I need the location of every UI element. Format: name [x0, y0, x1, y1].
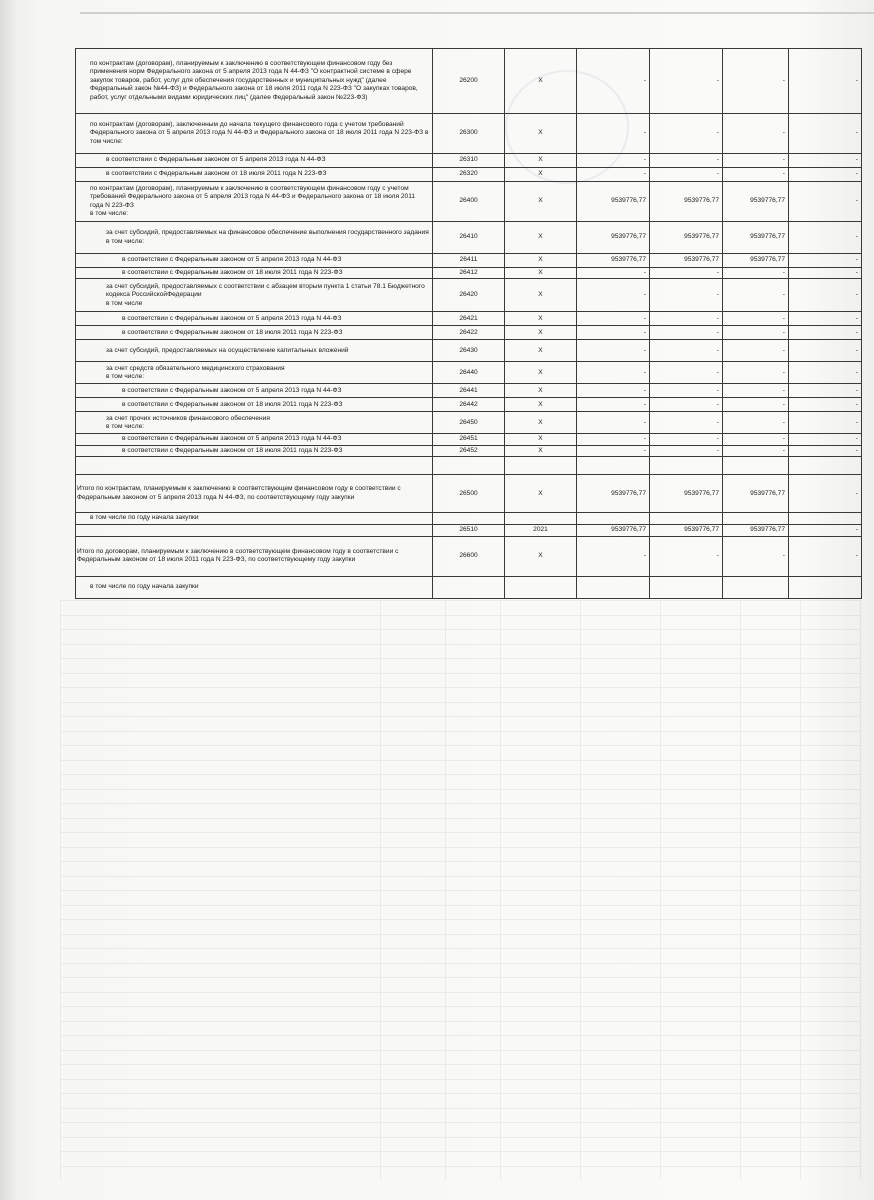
row-name-cell: в соответствии с Федеральным законом от 18 июля 2011 года N 223-ФЗ — [76, 398, 433, 412]
row-name-cell: за счет прочих источников финансового обеспечения в том числе: — [76, 412, 433, 434]
row-year-cell: X — [505, 268, 577, 279]
showthrough-column — [660, 600, 661, 1180]
showthrough-line — [60, 1166, 860, 1167]
showthrough-column — [740, 600, 741, 1180]
row-value-1-cell: 9539776,77 — [577, 475, 650, 513]
row-value-1-cell — [577, 513, 650, 524]
row-value-2-cell: - — [650, 312, 723, 326]
table-row — [76, 168, 862, 182]
showthrough-line — [60, 1093, 860, 1094]
table-row — [76, 524, 862, 536]
row-code-cell: 26452 — [433, 445, 505, 456]
table-row — [76, 254, 862, 268]
row-value-2-cell: - — [650, 114, 723, 154]
row-value-1-cell: - — [577, 49, 650, 114]
page-edge-top — [80, 12, 874, 14]
showthrough-line — [60, 890, 860, 891]
showthrough-line — [60, 760, 860, 761]
row-code-cell: 26422 — [433, 326, 505, 340]
table-row — [76, 268, 862, 279]
row-name-cell: в том числе по году начала закупки — [76, 576, 433, 598]
row-value-3-cell — [723, 513, 789, 524]
row-value-2-cell: - — [650, 340, 723, 362]
row-year-cell: X — [505, 384, 577, 398]
row-value-2-cell: - — [650, 362, 723, 384]
table-row — [76, 412, 862, 434]
row-code-cell: 26510 — [433, 524, 505, 536]
row-value-4-cell: - — [789, 49, 862, 114]
table-row — [76, 279, 862, 312]
row-name-cell: по контрактам (договорам), планируемым к заключению в соответствующем финансовом году без применения норм Федерального закона от 5 апреля 2013 года N 44-ФЗ "О контрактной системе в сфере закупок товаров, работ, услуг для обеспечения государственных и муниципальных нужд" (далее Федеральный закон №44-ФЗ) и Федерального закона от 18 июля 2011 года N 223-ФЗ "О закупках товаров, работ, услуг отдельными видами юридических лиц" (далее Федеральный закон №223-ФЗ) — [76, 49, 433, 114]
row-year-cell: X — [505, 434, 577, 445]
showthrough-line — [60, 644, 860, 645]
showthrough-column — [800, 600, 801, 1180]
showthrough-line — [60, 774, 860, 775]
row-name-cell — [76, 524, 433, 536]
row-value-3-cell: - — [723, 384, 789, 398]
row-value-4-cell: - — [789, 412, 862, 434]
row-value-4-cell: - — [789, 398, 862, 412]
row-value-3-cell: 9539776,77 — [723, 475, 789, 513]
row-value-4-cell: - — [789, 268, 862, 279]
showthrough-column — [60, 600, 61, 1180]
row-value-2-cell: - — [650, 168, 723, 182]
row-value-3-cell: - — [723, 114, 789, 154]
showthrough-line — [60, 832, 860, 833]
table-row — [76, 182, 862, 222]
row-value-4-cell: - — [789, 524, 862, 536]
showthrough-line — [60, 818, 860, 819]
showthrough-column — [580, 600, 581, 1180]
row-code-cell: 26400 — [433, 182, 505, 222]
row-value-3-cell: - — [723, 412, 789, 434]
row-name-cell: Итого по контрактам, планируемым к заключению в соответствующем финансовом году в соответствии с Федеральным законом от 5 апреля 2013 года N 44-ФЗ, по соответствующему году закупки — [76, 475, 433, 513]
row-value-3-cell: - — [723, 268, 789, 279]
row-value-1-cell: - — [577, 398, 650, 412]
row-code-cell: 26442 — [433, 398, 505, 412]
row-value-1-cell — [577, 457, 650, 475]
row-value-3-cell: - — [723, 445, 789, 456]
table-row — [76, 114, 862, 154]
row-value-4-cell: - — [789, 114, 862, 154]
row-year-cell: X — [505, 168, 577, 182]
row-value-3-cell: - — [723, 49, 789, 114]
row-code-cell: 26310 — [433, 154, 505, 168]
row-year-cell: X — [505, 398, 577, 412]
row-value-1-cell: - — [577, 326, 650, 340]
row-value-2-cell: 9539776,77 — [650, 222, 723, 254]
showthrough-line — [60, 1108, 860, 1109]
row-value-4-cell: - — [789, 312, 862, 326]
table-row — [76, 434, 862, 445]
row-value-4-cell — [789, 513, 862, 524]
row-code-cell: 26450 — [433, 412, 505, 434]
row-value-3-cell: - — [723, 168, 789, 182]
row-value-2-cell: - — [650, 154, 723, 168]
row-value-3-cell: 9539776,77 — [723, 182, 789, 222]
row-value-1-cell — [577, 576, 650, 598]
table-row — [76, 362, 862, 384]
row-value-1-cell: 9539776,77 — [577, 182, 650, 222]
row-name-cell: в соответствии с Федеральным законом от 18 июля 2011 года N 223-ФЗ — [76, 168, 433, 182]
row-year-cell: X — [505, 182, 577, 222]
row-value-1-cell: 9539776,77 — [577, 254, 650, 268]
table-row — [76, 398, 862, 412]
row-value-3-cell: - — [723, 340, 789, 362]
row-year-cell: X — [505, 536, 577, 576]
row-name-cell: в соответствии с Федеральным законом от 18 июля 2011 года N 223-ФЗ — [76, 445, 433, 456]
row-code-cell: 26420 — [433, 279, 505, 312]
table-row — [76, 384, 862, 398]
row-value-2-cell: - — [650, 268, 723, 279]
row-code-cell: 26320 — [433, 168, 505, 182]
table-row — [76, 445, 862, 456]
row-value-2-cell: - — [650, 326, 723, 340]
showthrough-line — [60, 1151, 860, 1152]
table-row — [76, 475, 862, 513]
row-code-cell — [433, 576, 505, 598]
showthrough-line — [60, 1122, 860, 1123]
row-value-1-cell: - — [577, 445, 650, 456]
table-row — [76, 154, 862, 168]
row-year-cell: X — [505, 475, 577, 513]
showthrough-line — [60, 1035, 860, 1036]
showthrough-line — [60, 977, 860, 978]
row-year-cell: 2021 — [505, 524, 577, 536]
row-code-cell: 26410 — [433, 222, 505, 254]
row-year-cell — [505, 576, 577, 598]
row-year-cell: X — [505, 340, 577, 362]
showthrough-line — [60, 1064, 860, 1065]
row-name-cell: в соответствии с Федеральным законом от 18 июля 2011 года N 223-ФЗ — [76, 268, 433, 279]
row-year-cell: X — [505, 326, 577, 340]
row-code-cell: 26600 — [433, 536, 505, 576]
row-value-4-cell: - — [789, 222, 862, 254]
row-value-3-cell: - — [723, 279, 789, 312]
row-code-cell: 26440 — [433, 362, 505, 384]
row-year-cell: X — [505, 279, 577, 312]
row-code-cell: 26441 — [433, 384, 505, 398]
showthrough-line — [60, 876, 860, 877]
showthrough-line — [60, 687, 860, 688]
row-value-2-cell: - — [650, 434, 723, 445]
row-value-2-cell — [650, 513, 723, 524]
row-year-cell: X — [505, 362, 577, 384]
row-code-cell — [433, 457, 505, 475]
row-value-3-cell: - — [723, 362, 789, 384]
row-value-2-cell: 9539776,77 — [650, 182, 723, 222]
table-row — [76, 576, 862, 598]
showthrough-line — [60, 600, 860, 601]
row-code-cell: 26200 — [433, 49, 505, 114]
showthrough-column — [380, 600, 381, 1180]
row-code-cell: 26411 — [433, 254, 505, 268]
table-row — [76, 340, 862, 362]
row-value-3-cell: - — [723, 536, 789, 576]
row-name-cell: в соответствии с Федеральным законом от 5 апреля 2013 года N 44-ФЗ — [76, 312, 433, 326]
row-name-cell: Итого по договорам, планируемым к заключению в соответствующем финансовом году в соответствии с Федеральным законом от 18 июля 2011 года N 223-ФЗ, по соответствующему году закупки — [76, 536, 433, 576]
row-value-3-cell: 9539776,77 — [723, 222, 789, 254]
table-row — [76, 457, 862, 475]
row-name-cell: в том числе по году начала закупки — [76, 513, 433, 524]
showthrough-line — [60, 1050, 860, 1051]
showthrough-line — [60, 934, 860, 935]
showthrough-column — [860, 600, 861, 1180]
showthrough-line — [60, 789, 860, 790]
row-value-1-cell: - — [577, 412, 650, 434]
table-row — [76, 312, 862, 326]
showthrough-line — [60, 803, 860, 804]
row-value-4-cell: - — [789, 154, 862, 168]
row-value-2-cell: - — [650, 279, 723, 312]
row-year-cell: X — [505, 445, 577, 456]
row-value-3-cell: - — [723, 312, 789, 326]
row-value-4-cell — [789, 576, 862, 598]
row-name-cell: за счет субсидий, предоставляемых с соответствии с абзацем вторым пункта 1 статьи 78.1 Бюджетного кодекса РоссийскойФедерации в том числе — [76, 279, 433, 312]
row-value-2-cell: - — [650, 398, 723, 412]
row-name-cell: в соответствии с Федеральным законом от 5 апреля 2013 года N 44-ФЗ — [76, 434, 433, 445]
row-year-cell: X — [505, 114, 577, 154]
row-value-1-cell: 9539776,77 — [577, 524, 650, 536]
table-row — [76, 326, 862, 340]
showthrough-line — [60, 905, 860, 906]
row-value-3-cell: - — [723, 154, 789, 168]
showthrough-line — [60, 861, 860, 862]
row-year-cell — [505, 457, 577, 475]
showthrough-line — [60, 615, 860, 616]
row-value-1-cell: - — [577, 279, 650, 312]
page-shadow-left — [0, 0, 18, 1200]
row-name-cell — [76, 457, 433, 475]
table-row — [76, 222, 862, 254]
row-value-1-cell: - — [577, 168, 650, 182]
row-value-3-cell: 9539776,77 — [723, 524, 789, 536]
row-code-cell: 26430 — [433, 340, 505, 362]
row-name-cell: по контрактам (договорам), заключенным до начала текущего финансового года с учетом требований Федерального закона от 5 апреля 2013 года N 44-ФЗ и Федерального закона от 18 июля 2011 года N 223-ФЗ в том числе: — [76, 114, 433, 154]
showthrough-line — [60, 1079, 860, 1080]
row-value-2-cell: 9539776,77 — [650, 254, 723, 268]
row-value-1-cell: - — [577, 434, 650, 445]
row-value-1-cell: - — [577, 384, 650, 398]
row-value-3-cell — [723, 457, 789, 475]
showthrough-line — [60, 963, 860, 964]
row-name-cell: в соответствии с Федеральным законом от 18 июля 2011 года N 223-ФЗ — [76, 326, 433, 340]
row-value-1-cell: - — [577, 312, 650, 326]
row-value-1-cell: - — [577, 154, 650, 168]
row-value-3-cell — [723, 576, 789, 598]
row-year-cell: X — [505, 222, 577, 254]
showthrough-line — [60, 847, 860, 848]
showthrough-line — [60, 1137, 860, 1138]
row-code-cell: 26421 — [433, 312, 505, 326]
row-name-cell: в соответствии с Федеральным законом от 5 апреля 2013 года N 44-ФЗ — [76, 254, 433, 268]
row-value-2-cell — [650, 576, 723, 598]
row-year-cell: X — [505, 49, 577, 114]
showthrough-line — [60, 673, 860, 674]
showthrough-line — [60, 1006, 860, 1007]
showthrough-column — [500, 600, 501, 1180]
showthrough-line — [60, 745, 860, 746]
row-code-cell: 26300 — [433, 114, 505, 154]
row-value-1-cell: - — [577, 268, 650, 279]
row-value-4-cell: - — [789, 168, 862, 182]
showthrough-line — [60, 992, 860, 993]
row-value-2-cell: 9539776,77 — [650, 475, 723, 513]
row-code-cell: 26451 — [433, 434, 505, 445]
row-value-3-cell: - — [723, 398, 789, 412]
showthrough-line — [60, 1021, 860, 1022]
showthrough-line — [60, 948, 860, 949]
row-value-4-cell: - — [789, 326, 862, 340]
showthrough-line — [60, 658, 860, 659]
table-row — [76, 536, 862, 576]
showthrough-line — [60, 919, 860, 920]
row-value-1-cell: - — [577, 340, 650, 362]
row-year-cell: X — [505, 154, 577, 168]
row-name-cell: по контрактам (договорам), планируемым к заключению в соответствующем финансовом году с учетом требований Федерального закона от 5 апреля 2013 года N 44-ФЗ и Федерального закона от 18 июля 2011 года N 223-ФЗ в том числе: — [76, 182, 433, 222]
row-value-4-cell: - — [789, 434, 862, 445]
row-name-cell: за счет субсидий, предоставляемых на осуществление капитальных вложений — [76, 340, 433, 362]
row-value-3-cell: - — [723, 326, 789, 340]
row-name-cell: за счет субсидий, предоставляемых на финансовое обеспечение выполнения государственного задания в том числе: — [76, 222, 433, 254]
row-code-cell: 26500 — [433, 475, 505, 513]
procurement-plan-table — [75, 48, 862, 599]
row-value-2-cell: - — [650, 412, 723, 434]
row-value-2-cell — [650, 457, 723, 475]
row-value-4-cell: - — [789, 279, 862, 312]
row-value-1-cell: - — [577, 536, 650, 576]
showthrough-line — [60, 629, 860, 630]
showthrough-line — [60, 702, 860, 703]
showthrough-line — [60, 731, 860, 732]
row-value-4-cell: - — [789, 536, 862, 576]
row-value-4-cell: - — [789, 384, 862, 398]
row-value-4-cell: - — [789, 475, 862, 513]
reverse-side-showthrough — [60, 600, 860, 1190]
row-year-cell — [505, 513, 577, 524]
row-value-2-cell: - — [650, 445, 723, 456]
row-name-cell: за счет средств обязательного медицинского страхования в том числе: — [76, 362, 433, 384]
row-code-cell: 26412 — [433, 268, 505, 279]
row-code-cell — [433, 513, 505, 524]
row-value-4-cell — [789, 457, 862, 475]
row-value-4-cell: - — [789, 340, 862, 362]
row-name-cell: в соответствии с Федеральным законом от 5 апреля 2013 года N 44-ФЗ — [76, 154, 433, 168]
row-value-2-cell: 9539776,77 — [650, 524, 723, 536]
row-value-4-cell: - — [789, 254, 862, 268]
row-value-4-cell: - — [789, 445, 862, 456]
row-value-3-cell: - — [723, 434, 789, 445]
row-value-1-cell: - — [577, 362, 650, 384]
row-value-3-cell: 9539776,77 — [723, 254, 789, 268]
row-year-cell: X — [505, 412, 577, 434]
row-value-2-cell: - — [650, 384, 723, 398]
row-value-2-cell: - — [650, 536, 723, 576]
table-row — [76, 49, 862, 114]
row-value-1-cell: 9539776,77 — [577, 222, 650, 254]
row-name-cell: в соответствии с Федеральным законом от 5 апреля 2013 года N 44-ФЗ — [76, 384, 433, 398]
row-value-4-cell: - — [789, 362, 862, 384]
row-year-cell: X — [505, 312, 577, 326]
row-value-1-cell: - — [577, 114, 650, 154]
row-value-4-cell: - — [789, 182, 862, 222]
showthrough-line — [60, 716, 860, 717]
table-row — [76, 513, 862, 524]
showthrough-column — [445, 600, 446, 1180]
row-value-2-cell: - — [650, 49, 723, 114]
row-year-cell: X — [505, 254, 577, 268]
